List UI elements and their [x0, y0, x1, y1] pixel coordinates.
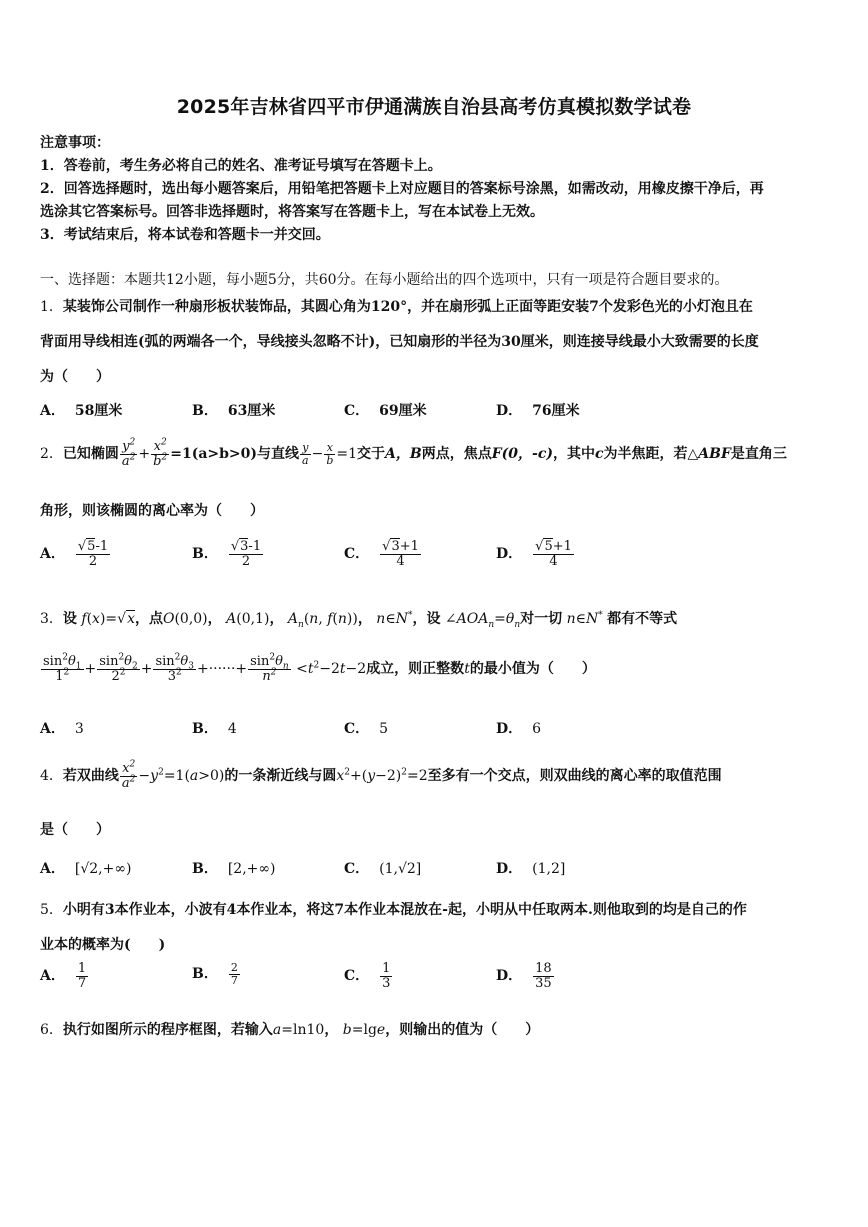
q1-line1 — [40, 296, 753, 316]
q1-line2: 背面用导线相连(弧的两端各一个，导线接头忽略不计)，已知扇形的半径为30厘米，则连接导线最小大致需要的长度 — [40, 334, 759, 350]
q1-option-c: C． 69厘米 — [344, 403, 427, 419]
q2-option-b: B． $\frac{√3-1}{2}$ — [192, 539, 262, 569]
q2-option-a: A． $\frac{√5-1}{2}$ — [40, 539, 109, 569]
q2-line2: 角形，则该椭圆的离心率为（ ） — [40, 503, 264, 519]
q3-option-d: D． 6 — [496, 721, 542, 737]
q4-option-d: D． (1,2] — [496, 861, 566, 877]
page-title: 2025年吉林省四平市伊通满族自治县高考仿真模拟数学试卷 — [176, 96, 692, 118]
q5-option-d: D． $\frac{18}{35}$ — [496, 961, 552, 991]
q2-line1: 2．已知椭圆 $\frac{y^2}{a^2}$ + $\frac{x^2}{b^2}$ =1(a>b>0)与直线 $\frac{y}{a}$ − $\frac{x}{b}$ =1交于A，B两点，焦点F(0，-c)，其中c为半焦距，若△ABF是直角三 — [40, 437, 787, 469]
q3-line2: $\frac{\sin^2\theta_1}{1^2}$ + $\frac{\sin^2\theta_2}{2^2}$ + $\frac{\sin^2\theta_3}{3^2}$ +······+ $\frac{\sin^2\theta_n}{n^2}$ $<t^2-2t-2$成立，则正整数t的最小值为（ ） — [43, 652, 596, 684]
q3-line1: 3．设 f(x)=√x，点O(0,0)， A(0,1)， $A_n(n$, f(n))， n∈N*，设 $\angle AOA_n=\theta_n$对一切 n∈N* 都有不等式 — [40, 610, 678, 630]
notice-item-2-cont: 选涂其它答案标号。回答非选择题时，将答案写在答题卡上，写在本试卷上无效。 — [40, 204, 544, 220]
notice-item-1: 1．答卷前，考生务必将自己的姓名、准考证号填写在答题卡上。 — [40, 158, 442, 174]
section-heading: 一、选择题：本题共12小题，每小题5分，共60分。在每小题给出的四个选项中，只有一项是符合题目要求的。 — [40, 272, 729, 288]
q5-line2: 业本的概率为( ) — [40, 937, 166, 953]
q5-option-c: C． $\frac{1}{3}$ — [344, 961, 391, 991]
q2-option-c: C． $\frac{√3+1}{4}$ — [344, 539, 419, 569]
q3-option-c: C． 5 — [344, 721, 389, 737]
q6-line1: 6．执行如图所示的程序框图，若输入a=ln10， b=lge，则输出的值为（ ） — [40, 1022, 540, 1038]
notice-item-3: 3．考试结束后，将本试卷和答题卡一并交回。 — [40, 227, 330, 243]
q1-option-b: B． 63厘米 — [192, 403, 276, 419]
q1-line3: 为（ ） — [40, 369, 110, 385]
notice-item-2: 2．回答选择题时，选出每小题答案后，用铅笔把答题卡上对应题目的答案标号涂黑，如需改动，用橡皮擦干净后，再 — [40, 181, 764, 197]
q1-option-d: D． 76厘米 — [496, 403, 580, 419]
q4-line1: 4．若双曲线 $\frac{x^2}{a^2}$ $-y^2=1(a>0)$的一条渐近线与圆$x^2+(y-2)^2=2$至多有一个交点，则双曲线的离心率的取值范围 — [40, 759, 722, 791]
q4-line2: 是（ ） — [40, 822, 110, 838]
q4-option-b: B． [2,+∞) — [192, 861, 276, 877]
notice-heading: 注意事项： — [40, 135, 110, 151]
q1-text-1: 某装饰公司制作一种扇形板状装饰品，其圆心角为120°，并在扇形弧上正面等距安装7个发彩色光的小灯泡且在 — [62, 299, 753, 315]
q5-option-a: A． $\frac{1}{7}$ — [40, 961, 87, 991]
q3-option-b: B． 4 — [192, 721, 237, 737]
q5-line1: 5．小明有3本作业本，小波有4本作业本，将这7本作业本混放在-起，小明从中任取两本.则他取到的均是自己的作 — [40, 902, 747, 918]
q2-option-d: D． $\frac{√5+1}{4}$ — [496, 539, 572, 569]
q4-option-c: C． (1,√2] — [344, 861, 422, 877]
q2-frac-y2a2: $\frac{y^2}{a^2}$ — [121, 437, 136, 469]
q4-option-a: A． [√2,+∞) — [40, 861, 132, 877]
q1-number: 1． — [40, 299, 63, 315]
q3-option-a: A． 3 — [40, 721, 84, 737]
q1-option-a: A． 58厘米 — [40, 403, 123, 419]
q5-option-b: B． $\frac{2}{7}$ — [192, 961, 238, 987]
